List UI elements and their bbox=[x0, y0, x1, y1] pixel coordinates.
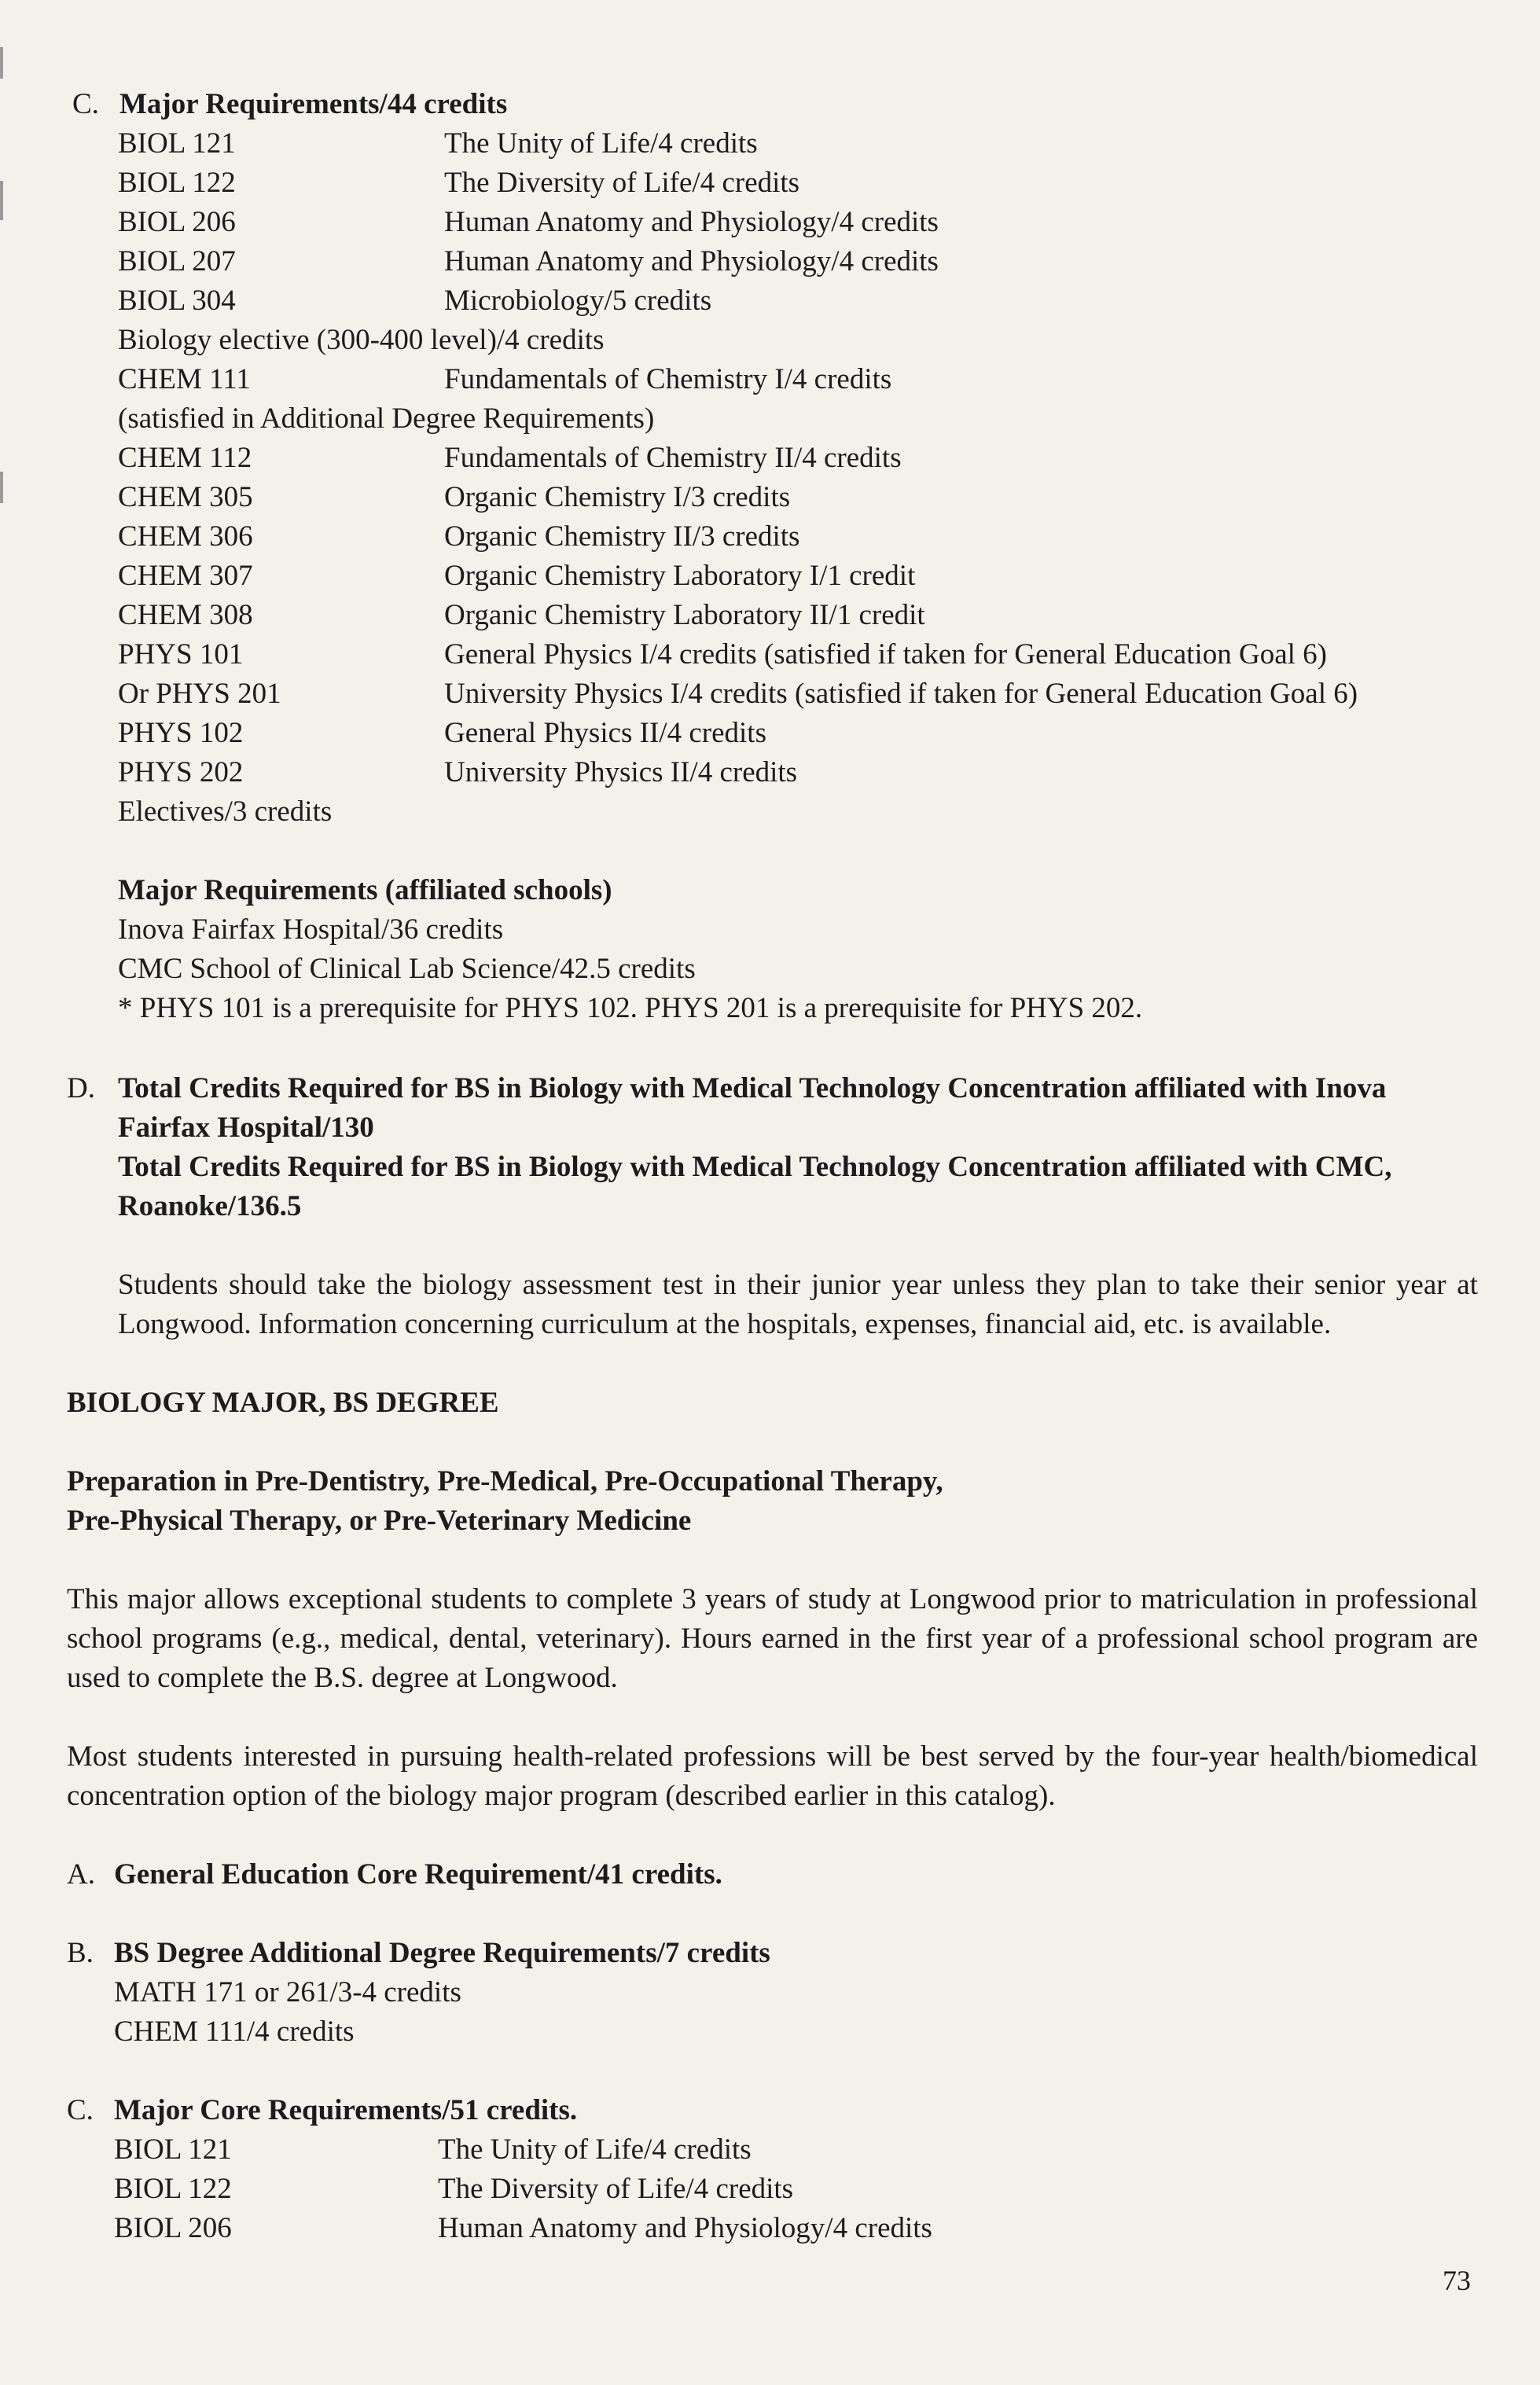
course-list bbox=[118, 124, 1487, 832]
page-number: 73 bbox=[1443, 2265, 1471, 2296]
section-letter: D. bbox=[67, 1072, 95, 1104]
section-heading: Major Requirements/44 credits bbox=[119, 88, 508, 120]
course-row bbox=[118, 557, 1487, 596]
course-row bbox=[118, 714, 1487, 753]
course-code: Or PHYS 201 bbox=[118, 678, 281, 710]
course-code: BIOL 121 bbox=[118, 127, 236, 160]
course-code: PHYS 202 bbox=[118, 756, 244, 788]
course-code: CHEM 112 bbox=[118, 442, 252, 474]
footnote: * PHYS 101 is a prerequisite for PHYS 102. PHYS 201 is a prerequisite for PHYS 202. bbox=[118, 992, 1143, 1024]
course-code: PHYS 101 bbox=[118, 638, 244, 671]
course-title: Fundamentals of Chemistry II/4 credits bbox=[444, 442, 902, 474]
course-row bbox=[118, 478, 1487, 517]
section-a-gen-ed bbox=[67, 1855, 1482, 1894]
course-title: Human Anatomy and Physiology/4 credits bbox=[438, 2212, 932, 2244]
course-row bbox=[114, 2209, 1482, 2248]
course-title: Microbiology/5 credits bbox=[444, 285, 712, 317]
course-title: Organic Chemistry II/3 credits bbox=[444, 520, 800, 553]
course-title: The Unity of Life/4 credits bbox=[438, 2133, 752, 2166]
course-code: CHEM 308 bbox=[118, 599, 253, 631]
course-code: Biology elective (300-400 level)/4 credits bbox=[118, 324, 605, 356]
preparation-subheading bbox=[67, 1462, 943, 1541]
course-code: BIOL 206 bbox=[118, 206, 236, 238]
course-title: Organic Chemistry Laboratory I/1 credit bbox=[444, 560, 916, 592]
course-code: CHEM 111 bbox=[118, 363, 251, 395]
binding-mark bbox=[0, 472, 3, 503]
section-c-major-core bbox=[67, 2091, 1482, 2248]
course-title: General Physics II/4 credits bbox=[444, 717, 766, 749]
section-c-major-requirements bbox=[72, 85, 1487, 832]
course-title: Fundamentals of Chemistry I/4 credits bbox=[444, 363, 892, 395]
course-row bbox=[118, 399, 1487, 439]
subheading-line: Pre-Physical Therapy, or Pre-Veterinary Medicine bbox=[67, 1505, 692, 1537]
course-row bbox=[118, 281, 1487, 321]
course-title: University Physics II/4 credits bbox=[444, 756, 798, 788]
section-heading: BS Degree Additional Degree Requirements/7 credits bbox=[114, 1937, 770, 1969]
total-credits-line: Total Credits Required for BS in Biology with Medical Technology Concentration affiliated with Inova bbox=[118, 1072, 1387, 1104]
affiliated-schools bbox=[118, 871, 1494, 1028]
total-credits-line: Roanoke/136.5 bbox=[118, 1190, 302, 1222]
course-row bbox=[118, 242, 1487, 281]
section-b-additional bbox=[67, 1934, 1482, 2052]
section-letter: B. bbox=[67, 1937, 94, 1969]
course-code: BIOL 122 bbox=[114, 2173, 232, 2205]
course-code: PHYS 102 bbox=[118, 717, 244, 749]
course-code: CHEM 306 bbox=[118, 520, 253, 553]
course-row bbox=[118, 203, 1487, 242]
affiliated-line: CMC School of Clinical Lab Science/42.5 credits bbox=[118, 953, 696, 985]
section-heading: Major Core Requirements/51 credits. bbox=[114, 2094, 578, 2126]
course-code: BIOL 121 bbox=[114, 2133, 232, 2166]
course-code: BIOL 206 bbox=[114, 2212, 232, 2244]
course-row bbox=[118, 360, 1487, 399]
course-title: Organic Chemistry I/3 credits bbox=[444, 481, 791, 513]
requirement-line: CHEM 111/4 credits bbox=[114, 2016, 355, 2048]
section-heading: General Education Core Requirement/41 credits. bbox=[114, 1858, 722, 1891]
course-code: CHEM 305 bbox=[118, 481, 253, 513]
course-row bbox=[118, 124, 1487, 164]
course-row bbox=[118, 164, 1487, 203]
biology-major-heading: BIOLOGY MAJOR, BS DEGREE bbox=[67, 1387, 499, 1419]
binding-mark bbox=[0, 47, 3, 79]
section-letter: C. bbox=[72, 88, 99, 120]
requirement-line: MATH 171 or 261/3-4 credits bbox=[114, 1976, 461, 2008]
affiliated-line: Inova Fairfax Hospital/36 credits bbox=[118, 913, 504, 946]
course-title: The Diversity of Life/4 credits bbox=[438, 2173, 794, 2205]
subheading-line: Preparation in Pre-Dentistry, Pre-Medical, Pre-Occupational Therapy, bbox=[67, 1465, 943, 1498]
assessment-note: Students should take the biology assessment test in their junior year unless they plan to take their senior year at Longwood. Information concerning curriculum at the hospitals, expenses, financial aid, etc. is available. bbox=[118, 1269, 1478, 1340]
course-row bbox=[114, 2130, 1482, 2170]
course-code: BIOL 304 bbox=[118, 285, 236, 317]
section-d-total-credits bbox=[67, 1069, 1482, 1226]
course-title: General Physics I/4 credits (satisfied if taken for General Education Goal 6) bbox=[444, 638, 1327, 671]
course-title: The Unity of Life/4 credits bbox=[444, 127, 758, 160]
course-row bbox=[118, 674, 1487, 714]
section-letter: C. bbox=[67, 2094, 94, 2126]
course-code: CHEM 307 bbox=[118, 560, 253, 592]
course-row bbox=[118, 635, 1487, 674]
course-code: Electives/3 credits bbox=[118, 796, 333, 828]
binding-mark bbox=[0, 181, 3, 220]
major-description: This major allows exceptional students to complete 3 years of study at Longwood prior to matriculation in professional school programs (e.g., medical, dental, veterinary). Hours earned in the first year of a professional school program are used to complete the B.S. degree at Longwood. bbox=[67, 1583, 1478, 1694]
course-code: BIOL 122 bbox=[118, 167, 236, 199]
course-code: BIOL 207 bbox=[118, 245, 236, 277]
health-professions-note: Most students interested in pursuing health-related professions will be best served by the four-year health/biomedical concentration option of the biology major program (described earlier in this catalog). bbox=[67, 1740, 1478, 1812]
course-row bbox=[118, 753, 1487, 792]
course-title: Organic Chemistry Laboratory II/1 credit bbox=[444, 599, 925, 631]
section-letter: A. bbox=[67, 1858, 95, 1891]
course-title: Human Anatomy and Physiology/4 credits bbox=[444, 245, 939, 277]
course-row bbox=[118, 596, 1487, 635]
total-credits-line: Fairfax Hospital/130 bbox=[118, 1112, 374, 1144]
course-row bbox=[118, 439, 1487, 478]
course-row bbox=[114, 2170, 1482, 2209]
course-title: University Physics I/4 credits (satisfied if taken for General Education Goal 6) bbox=[444, 678, 1358, 710]
course-title: The Diversity of Life/4 credits bbox=[444, 167, 800, 199]
course-row bbox=[118, 792, 1487, 832]
course-row bbox=[118, 517, 1487, 557]
course-row bbox=[118, 321, 1487, 360]
affiliated-heading: Major Requirements (affiliated schools) bbox=[118, 874, 612, 906]
course-code: (satisfied in Additional Degree Requirements) bbox=[118, 402, 655, 435]
total-credits-line: Total Credits Required for BS in Biology with Medical Technology Concentration affiliated with CMC, bbox=[118, 1151, 1392, 1183]
course-title: Human Anatomy and Physiology/4 credits bbox=[444, 206, 939, 238]
